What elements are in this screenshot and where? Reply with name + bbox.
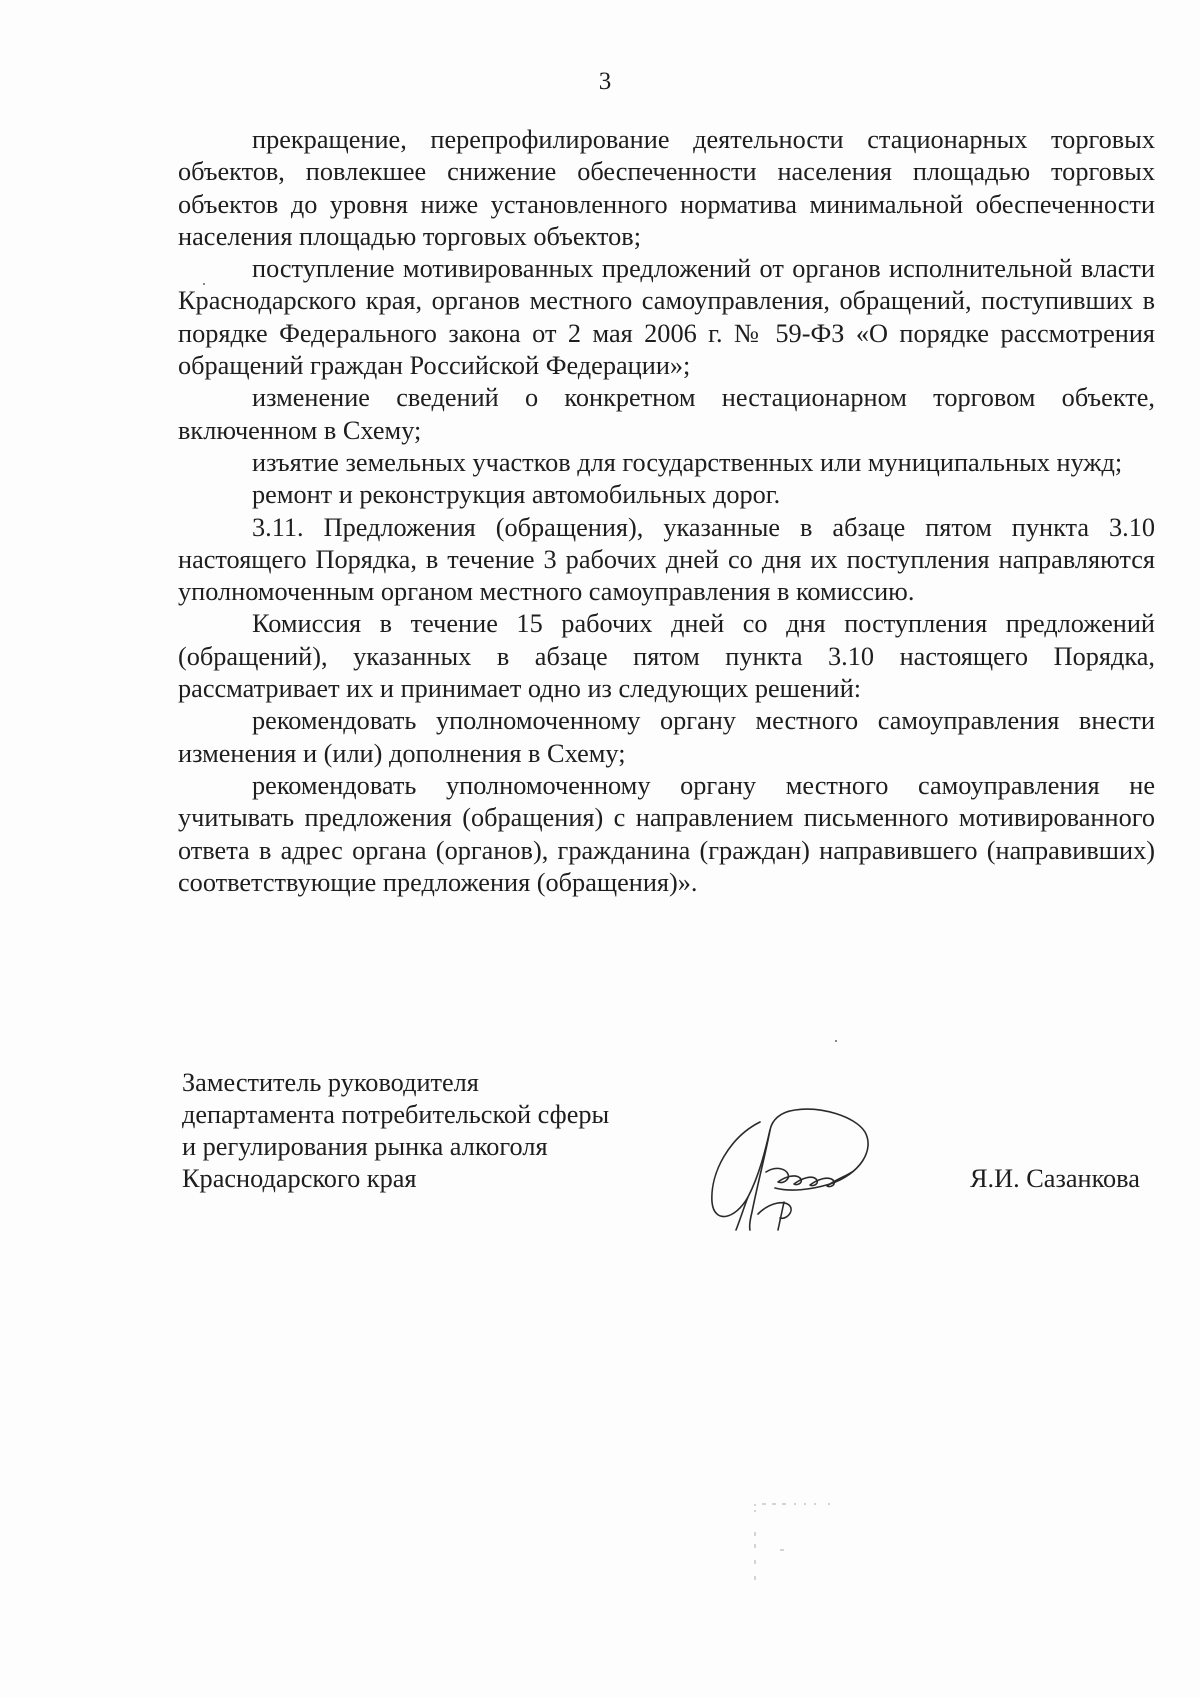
paragraph: рекомендовать уполномоченному органу местного самоуправления внести изменения и (или) дополнения в Схему;: [178, 706, 1155, 768]
paragraph: Комиссия в течение 15 рабочих дней со дня поступления предложений (обращений), указанных в абзаце пятом пункта 3.10 настоящего Порядка, рассматривает их и принимает одно из следующих решений:: [178, 609, 1155, 704]
paragraph: прекращение, перепрофилирование деятельности стационарных торговых объектов, повлекшее снижение обеспеченности населения площадью торговых объектов до уровня ниже установленного норматива минимальной обеспеченности населения площадью торговых объектов;: [178, 125, 1155, 251]
paragraph: изъятие земельных участков для государственных или муниципальных нужд;: [252, 447, 1123, 477]
scan-speck: [835, 1040, 837, 1042]
paragraph: изменение сведений о конкретном нестационарном торговом объекте, включенном в Схему;: [178, 383, 1155, 445]
position-line: Краснодарского края: [182, 1164, 417, 1193]
paragraph: 3.11. Предложения (обращения), указанные в абзаце пятом пункта 3.10 настоящего Порядка, в течение 3 рабочих дней со дня их поступления направляются уполномоченным органом местного самоуправления в комиссию.: [178, 512, 1155, 607]
document-body: [178, 124, 1155, 899]
page-number: 3: [598, 68, 612, 95]
position-line: Заместитель руководителя: [182, 1068, 479, 1097]
paragraph: ремонт и реконструкция автомобильных дорог.: [252, 480, 781, 510]
position-line: и регулирования рынка алкоголя: [182, 1132, 548, 1161]
paragraph: рекомендовать уполномоченному органу местного самоуправления не учитывать предложения (обращения) с направлением письменного мотивированного ответа в адрес органа (органов), гражданина (граждан) направившего (направивших) соответствующие предложения (обращения)».: [178, 770, 1155, 897]
signer-name: Я.И. Сазанкова: [970, 1164, 1140, 1193]
scan-artifacts: [750, 1500, 850, 1590]
scan-speck: [203, 283, 205, 285]
handwritten-signature: [700, 1102, 880, 1232]
paragraph: поступление мотивированных предложений от органов исполнительной власти Краснодарского края, органов местного самоуправления, обращений, поступивших в порядке Федерального закона от 2 мая 2006 г. № 59-ФЗ «О порядке рассмотрения обращений граждан Российской Федерации»;: [178, 254, 1155, 381]
signatory-position: [182, 1067, 609, 1195]
position-line: департамента потребительской сферы: [182, 1100, 610, 1129]
